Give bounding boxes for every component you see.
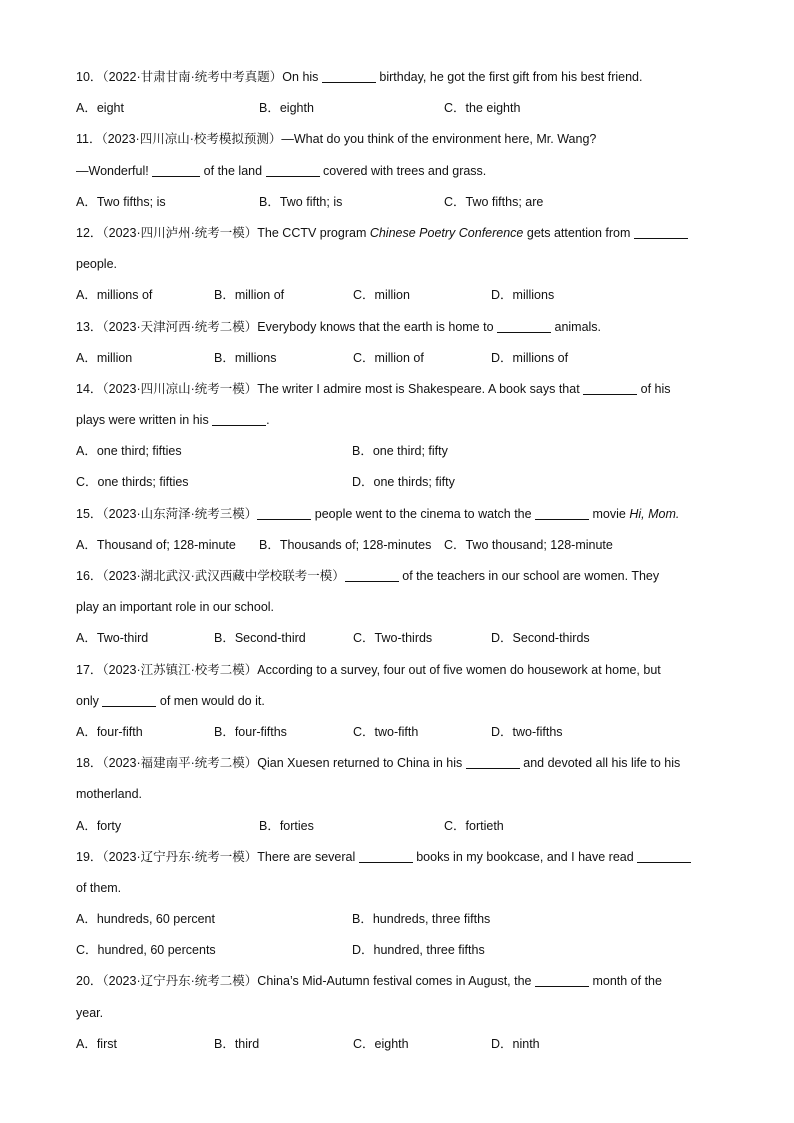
stem-text: On his — [282, 70, 322, 84]
answer-blank[interactable] — [102, 692, 156, 707]
option-c[interactable]: C．Two fifths; are — [444, 194, 544, 209]
question-source: （2023·辽宁丹东·统考一模） — [102, 849, 258, 864]
answer-blank[interactable] — [359, 848, 413, 863]
question-14-stem-2 — [76, 405, 716, 436]
option-a[interactable]: A．four-fifth — [76, 724, 143, 739]
option-b[interactable]: B．forties — [259, 818, 314, 833]
question-number: 12． — [76, 225, 103, 240]
question-20-stem — [76, 966, 716, 997]
option-b[interactable]: B．third — [214, 1036, 260, 1051]
answer-blank[interactable] — [497, 318, 551, 333]
option-a[interactable]: A．first — [76, 1036, 117, 1051]
stem-text: of the teachers in our school are women. They — [398, 569, 660, 583]
stem-text: plays were written in his — [76, 413, 213, 428]
question-11-stem-2 — [76, 156, 716, 187]
question-19-stem-2 — [76, 873, 716, 904]
option-b[interactable]: B．eighth — [259, 101, 314, 116]
question-source: （2023·江苏镇江·校考二模） — [102, 662, 258, 677]
stem-text: play an important role in our school. — [76, 600, 275, 615]
option-b[interactable]: B．hundreds, three fifths — [352, 912, 491, 927]
stem-text: —Wonderful! — [76, 163, 153, 178]
option-a[interactable]: A．eight — [76, 101, 124, 116]
answer-blank[interactable] — [535, 505, 589, 520]
answer-blank[interactable] — [152, 162, 200, 177]
stem-text: There are several — [257, 849, 359, 864]
option-c[interactable]: C．hundred, 60 percents — [76, 943, 216, 958]
answer-blank[interactable] — [634, 224, 688, 239]
stem-text: The CCTV program — [257, 225, 370, 240]
stem-text: China’s Mid-Autumn festival comes in August, the — [257, 974, 535, 989]
stem-text: gets attention from — [523, 225, 634, 240]
question-number: 18． — [76, 756, 103, 771]
question-18-options — [76, 811, 716, 842]
movie-title: Hi, Mom. — [629, 506, 680, 521]
option-a[interactable]: A．Thousand of; 128-minute — [76, 537, 236, 552]
option-c[interactable]: C．fortieth — [444, 818, 504, 833]
stem-text: of the land — [200, 163, 266, 178]
option-b[interactable]: B．Second-third — [214, 631, 306, 646]
question-number: 10． — [76, 70, 103, 84]
question-number: 20． — [76, 974, 103, 989]
question-sheet — [76, 62, 716, 1060]
question-source: （2023·四川凉山·统考一模） — [102, 381, 258, 396]
question-18-stem-2 — [76, 779, 716, 810]
stem-text: year. — [76, 1005, 104, 1020]
stem-text: people. — [76, 257, 118, 272]
program-title: Chinese Poetry Conference — [369, 225, 524, 240]
question-14-options-row1 — [76, 436, 716, 467]
option-c[interactable]: C．million of — [353, 350, 424, 365]
question-source: （2022·甘肃甘南·统考中考真题） — [102, 70, 283, 84]
option-c[interactable]: C．Two-thirds — [353, 631, 433, 646]
question-14-options-row2 — [76, 467, 716, 498]
question-16-options — [76, 623, 716, 654]
stem-text: books in my bookcase, and I have read — [412, 849, 638, 864]
stem-text: month of the — [588, 974, 662, 989]
question-number: 14． — [76, 381, 103, 396]
stem-text: The writer I admire most is Shakespeare. A book says that — [257, 381, 584, 396]
stem-text: of his — [637, 381, 671, 396]
question-19-options-row1 — [76, 904, 716, 935]
answer-blank[interactable] — [212, 411, 266, 426]
question-16-stem-2 — [76, 592, 716, 623]
question-17-options — [76, 717, 716, 748]
stem-text: only — [76, 693, 103, 708]
option-b[interactable]: B．Thousands of; 128-minutes — [259, 537, 432, 552]
question-19-options-row2 — [76, 935, 716, 966]
stem-text: of men would do it. — [156, 693, 265, 708]
option-c[interactable]: C．the eighth — [444, 101, 521, 116]
option-d[interactable]: D．ninth — [491, 1036, 540, 1051]
stem-text: motherland. — [76, 787, 143, 802]
stem-text: movie — [589, 506, 630, 521]
stem-text: of them. — [76, 880, 122, 895]
answer-blank[interactable] — [535, 972, 589, 987]
option-a[interactable]: A．one third; fifties — [76, 444, 182, 459]
question-number: 11． — [76, 132, 102, 147]
option-c[interactable]: C．million — [353, 288, 410, 303]
answer-blank[interactable] — [322, 68, 376, 83]
option-d[interactable]: D．one thirds; fifty — [352, 475, 455, 490]
question-19-stem — [76, 842, 716, 873]
answer-blank[interactable] — [266, 162, 320, 177]
question-number: 19． — [76, 849, 103, 864]
option-d[interactable]: D．Second-thirds — [491, 631, 590, 646]
option-b[interactable]: B．four-fifths — [214, 724, 287, 739]
option-a[interactable]: A．Two-third — [76, 631, 149, 646]
option-d[interactable]: D．hundred, three fifths — [352, 943, 485, 958]
option-c[interactable]: C．two-fifth — [353, 724, 419, 739]
option-a[interactable]: A．Two fifths; is — [76, 194, 166, 209]
question-18-stem — [76, 748, 716, 779]
question-source: （2023·福建南平·统考二模） — [102, 756, 258, 771]
question-12-stem — [76, 218, 716, 249]
question-number: 13． — [76, 319, 103, 334]
option-a[interactable]: A．million — [76, 350, 133, 365]
question-12-options — [76, 280, 716, 311]
question-20-options — [76, 1029, 716, 1060]
option-a[interactable]: A．hundreds, 60 percent — [76, 912, 215, 927]
option-c[interactable]: C．Two thousand; 128-minute — [444, 537, 613, 552]
question-number: 15． — [76, 506, 103, 521]
option-d[interactable]: D．two-fifths — [491, 724, 563, 739]
stem-text: and devoted all his life to his — [519, 756, 681, 771]
question-15-options — [76, 530, 716, 561]
stem-text: —What do you think of the environment here, Mr. Wang? — [281, 132, 597, 147]
option-b[interactable]: B．Two fifth; is — [259, 194, 343, 209]
question-source: （2023·辽宁丹东·统考二模） — [102, 974, 258, 989]
option-b[interactable]: B．millions — [214, 350, 277, 365]
option-b[interactable]: B．million of — [214, 288, 285, 303]
question-13-options — [76, 343, 716, 374]
question-10-options — [76, 93, 716, 124]
question-20-stem-2 — [76, 998, 716, 1029]
question-17-stem — [76, 655, 716, 686]
option-b[interactable]: B．one third; fifty — [352, 444, 448, 459]
question-source: （2023·山东菏泽·统考三模） — [102, 506, 258, 521]
question-number: 16． — [76, 569, 103, 583]
question-14-stem — [76, 374, 716, 405]
question-source: （2023·天津河西·统考二模） — [102, 319, 258, 334]
stem-text: people went to the cinema to watch the — [311, 506, 536, 521]
question-source: （2023·湖北武汉·武汉西藏中学校联考一模） — [102, 569, 345, 583]
question-12-stem-2 — [76, 249, 716, 280]
stem-text: According to a survey, four out of five women do housework at home, but — [257, 662, 661, 677]
question-11-stem — [76, 124, 716, 155]
option-a[interactable]: A．forty — [76, 818, 122, 833]
answer-blank[interactable] — [345, 567, 399, 582]
option-c[interactable]: C．eighth — [353, 1036, 409, 1051]
question-source: （2023·四川泸州·统考一模） — [102, 225, 258, 240]
answer-blank[interactable] — [583, 380, 637, 395]
stem-text: . — [266, 413, 270, 428]
question-15-stem — [76, 499, 716, 530]
option-c[interactable]: C．one thirds; fifties — [76, 475, 189, 490]
stem-text: birthday, he got the first gift from his best friend. — [375, 70, 643, 84]
question-10-stem — [76, 62, 716, 93]
option-a[interactable]: A．millions of — [76, 288, 153, 303]
question-11-options — [76, 187, 716, 218]
option-d[interactable]: D．millions of — [491, 350, 569, 365]
answer-blank[interactable] — [466, 754, 520, 769]
stem-text: animals. — [551, 319, 602, 334]
answer-blank[interactable] — [637, 848, 691, 863]
question-16-stem — [76, 561, 716, 592]
stem-text: covered with trees and grass. — [319, 163, 487, 178]
question-source: （2023·四川凉山·校考模拟预测） — [101, 132, 282, 147]
stem-text: Everybody knows that the earth is home to — [257, 319, 498, 334]
question-17-stem-2 — [76, 686, 716, 717]
stem-text: Qian Xuesen returned to China in his — [257, 756, 466, 771]
question-13-stem — [76, 312, 716, 343]
answer-blank[interactable] — [257, 505, 311, 520]
option-d[interactable]: D．millions — [491, 288, 555, 303]
question-number: 17． — [76, 662, 103, 677]
